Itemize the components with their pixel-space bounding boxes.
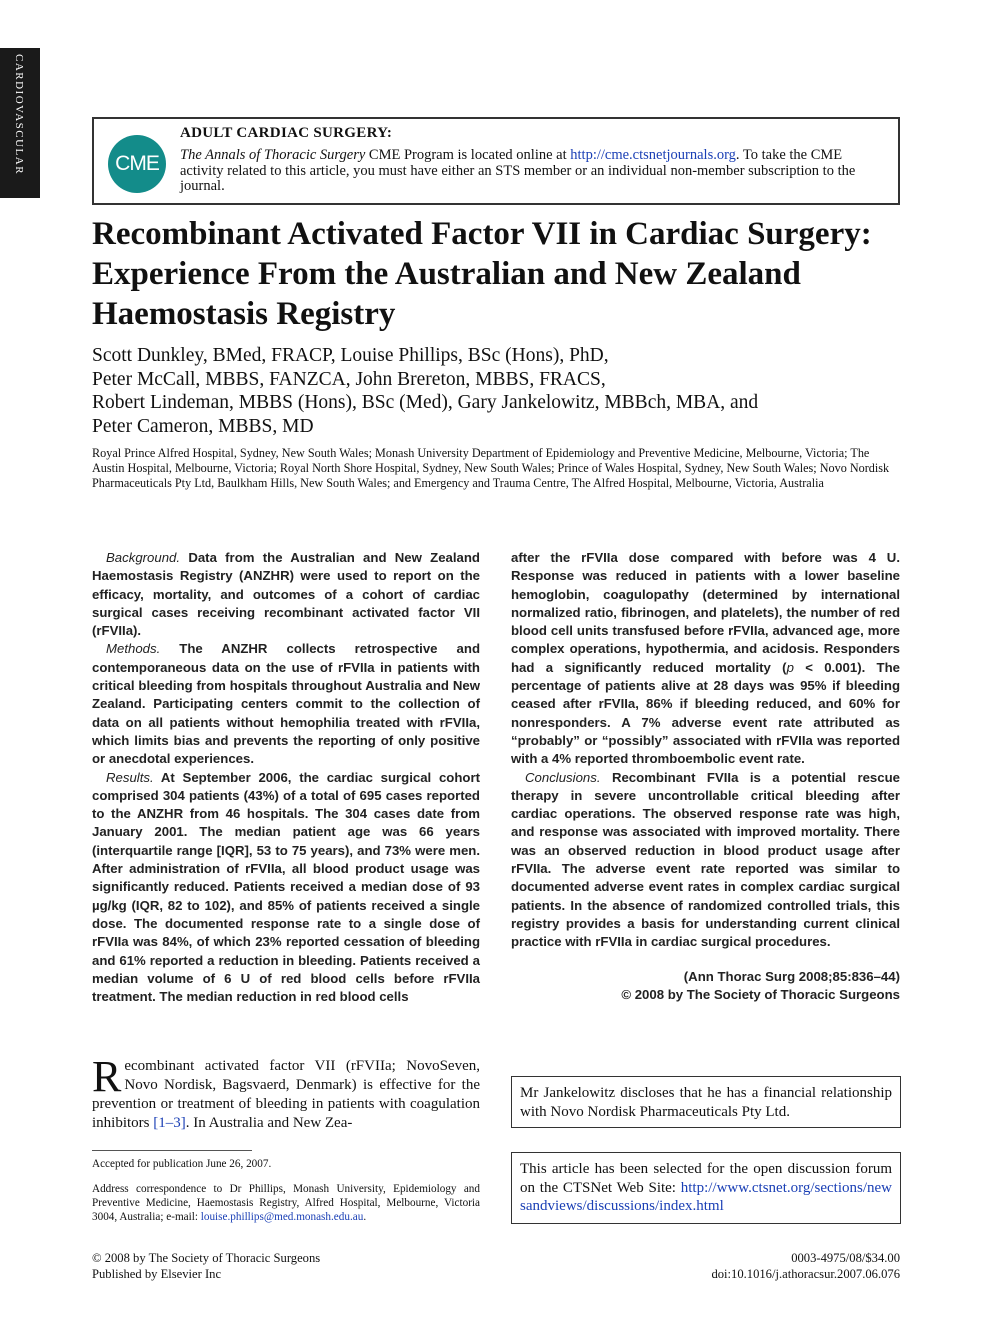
cme-box <box>92 117 900 205</box>
section-tab-label: CARDIOVASCULAR <box>13 54 25 176</box>
abstract-right-column <box>511 549 900 1004</box>
cme-heading: ADULT CARDIAC SURGERY: <box>180 125 393 141</box>
footer-left <box>92 1250 320 1282</box>
footer-doi: doi:10.1016/j.athoracsur.2007.06.076 <box>711 1267 900 1281</box>
methods-text: The ANZHR collects retrospective and contemporaneous data on the use of rFVIIa in patients with critical bleeding from hospitals throughout Australia and New Zealand. Participating centers commit to the collection of data on all patients without hemophilia treated with rFVIIa, which limits bias and prevents the reporting of only positive or anecdotal experiences. <box>92 641 480 767</box>
footer-copyright: © 2008 by The Society of Thoracic Surgeons <box>92 1251 321 1265</box>
disclosure-text: Mr Jankelowitz discloses that he has a financial relationship with Novo Nordisk Pharmaceuticals Pty Ltd. <box>520 1085 892 1120</box>
email-link[interactable]: louise.phillips@med.monash.edu.au <box>200 1211 364 1223</box>
background-label: Background. <box>106 550 181 565</box>
footer-issn: 0003-4975/08/$34.00 <box>791 1251 900 1265</box>
abstract-conclusions <box>511 769 900 952</box>
accepted-note: Accepted for publication June 26, 2007. <box>92 1158 272 1170</box>
article-title: Recombinant Activated Factor VII in Cardiac Surgery: Experience From the Australian and New Zealand Haemostasis Registry <box>92 216 872 332</box>
cme-link[interactable]: http://cme.ctsnetjournals.org <box>570 147 736 163</box>
abstract-results <box>92 769 480 1007</box>
section-tab <box>0 48 40 198</box>
drop-cap: R <box>92 1052 122 1101</box>
p-value-symbol: p <box>786 659 794 675</box>
open-discussion-box <box>511 1152 901 1224</box>
results-continued-b: < 0.001). The percentage of patients alive at 28 days was 95% if bleeding ceased after rFVIIa, 86% if bleeding reduced, and 60% for nonresponders. A 7% adverse event rate attributed as “probably” or “possibly” associated with rFVIIa was reported with a 4% reported thromboembolic event rate. <box>511 659 900 767</box>
correspondence-text: Address correspondence to Dr Phillips, Monash University, Epidemiology and Preventive Medicine, Haemostasis Registry, Alfred Hospital, Melbourne, Victoria 3004, Australia; e-mail: <box>92 1183 480 1223</box>
conclusions-text: Recombinant FVIIa is a potential rescue therapy in severe uncontrollable critical bleeding after cardiac operations. The observed response rate was high, and response was associated with improved mortality. There was an observed reduction in blood product usage after rFVIIa. The adverse event rate reported was similar to documented adverse event rates in complex cardiac surgical patients. In the absence of randomized controlled trials, this registry provides a basis for understanding current clinical practice with rFVIIa in cardiac surgical procedures. <box>511 769 900 950</box>
affiliations: Royal Prince Alfred Hospital, Sydney, New South Wales; Monash University Department of Epidemiology and Preventive Medicine, Melbourne, Victoria; The Austin Hospital, Melbourne, Victoria; Royal North Shore Hospital, Sydney, New South Wales; Prince of Wales Hospital, Sydney, New South Wales; Novo Nordisk Pharmaceuticals Pty Ltd, Baulkham Hills, New South Wales; and Emergency and Trauma Centre, The Alfred Hospital, Melbourne, Victoria, Australia <box>92 446 890 490</box>
open-discussion-text <box>520 1160 892 1216</box>
body-text: ecombinant activated factor VII (rFVIIa; NovoSeven, Novo Nordisk, Bagsvaerd, Denmark) is effective for the prevention or treatment of bleeding in patients with coagulation inhibitors <box>92 1058 480 1131</box>
author-line: Peter McCall, MBBS, FANZCA, John Brereton, MBBS, FRACS, <box>92 368 606 390</box>
body-text-end: . In Australia and New Zea- <box>185 1115 353 1131</box>
background-text: Data from the Australian and New Zealand Haemostasis Registry (ANZHR) were used to report on the efficacy, mortality, and outcomes of a cohort of cardiac surgical cases receiving recombinant activated factor VII (rFVIIa). <box>92 550 480 639</box>
abstract-methods <box>92 640 480 768</box>
abstract-left-column <box>92 549 480 1006</box>
disclosure-box <box>511 1076 901 1128</box>
results-label: Results. <box>106 769 154 785</box>
cme-logo: CME <box>108 135 166 193</box>
ctsnet-link[interactable]: http://www.ctsnet.org/sections/newsandviews/discussions/index.html <box>520 1179 892 1214</box>
conclusions-label: Conclusions. <box>525 769 601 785</box>
correspondence-period: . <box>363 1211 367 1223</box>
author-list <box>92 344 892 438</box>
results-text: At September 2006, the cardiac surgical cohort comprised 304 patients (43%) of a total of 695 cases reported to the ANZHR from 46 hospitals. The 304 cases date from January 2001. The median patient age was 66 years (interquartile range [IQR], 53 to 75 years), and 73% were men. After administration of rFVIIa, all blood product usage was significantly reduced. Patients received a median dose of 93 µg/kg (IQR, 82 to 102), and 85% of patients received a single dose. The documented response rate to a single dose of rFVIIa was 84%, of which 23% reported cessation of bleeding and 61% reported a reduction in bleeding. Patients received a median volume of 6 U of red blood cells before rFVIIa treatment. The median reduction in red blood cells <box>92 769 480 1005</box>
cme-journal-name: The Annals of Thoracic Surgery <box>180 147 366 163</box>
footer-publisher: Published by Elsevier Inc <box>92 1267 222 1281</box>
footnote-divider <box>92 1150 252 1151</box>
author-line: Robert Lindeman, MBBS (Hons), BSc (Med), Gary Jankelowitz, MBBch, MBA, and <box>92 392 759 413</box>
footer-right <box>600 1250 900 1282</box>
results-continued-a: after the rFVIIa dose compared with before was 4 U. Response was reduced in patients with a lower baseline hemoglobin, coagulopathy (determined by international normalized ratio, fibrinogen, and platelets), the number of red blood cell units transfused before rFVIIa, advanced age, more complex operations, hypothermia, and acidosis. Responders had a significantly reduced mortality ( <box>511 550 900 675</box>
cme-text-end: . To take the CME activity related to this article, you must have either an STS member or an individual non-member subscription to the journal. <box>180 147 856 194</box>
abstract-background <box>92 549 480 640</box>
cme-text <box>180 148 880 195</box>
abstract-results-continued <box>511 549 900 769</box>
correspondence-note <box>92 1182 480 1224</box>
cme-text-mid: CME Program is located online at <box>365 147 571 163</box>
open-discussion-label: This article has been selected for the open discussion forum on the CTSNet Web Site: <box>520 1161 892 1196</box>
journal-citation: (Ann Thorac Surg 2008;85:836–44) <box>683 968 900 984</box>
methods-label: Methods. <box>106 641 161 657</box>
reference-link[interactable]: [1–3] <box>153 1115 186 1131</box>
author-line: Peter Cameron, MBBS, MD <box>92 415 314 437</box>
abstract-copyright: © 2008 by The Society of Thoracic Surgeons <box>621 986 900 1002</box>
author-line: Scott Dunkley, BMed, FRACP, Louise Phillips, BSc (Hons), PhD, <box>92 345 609 366</box>
body-intro <box>92 1052 480 1133</box>
